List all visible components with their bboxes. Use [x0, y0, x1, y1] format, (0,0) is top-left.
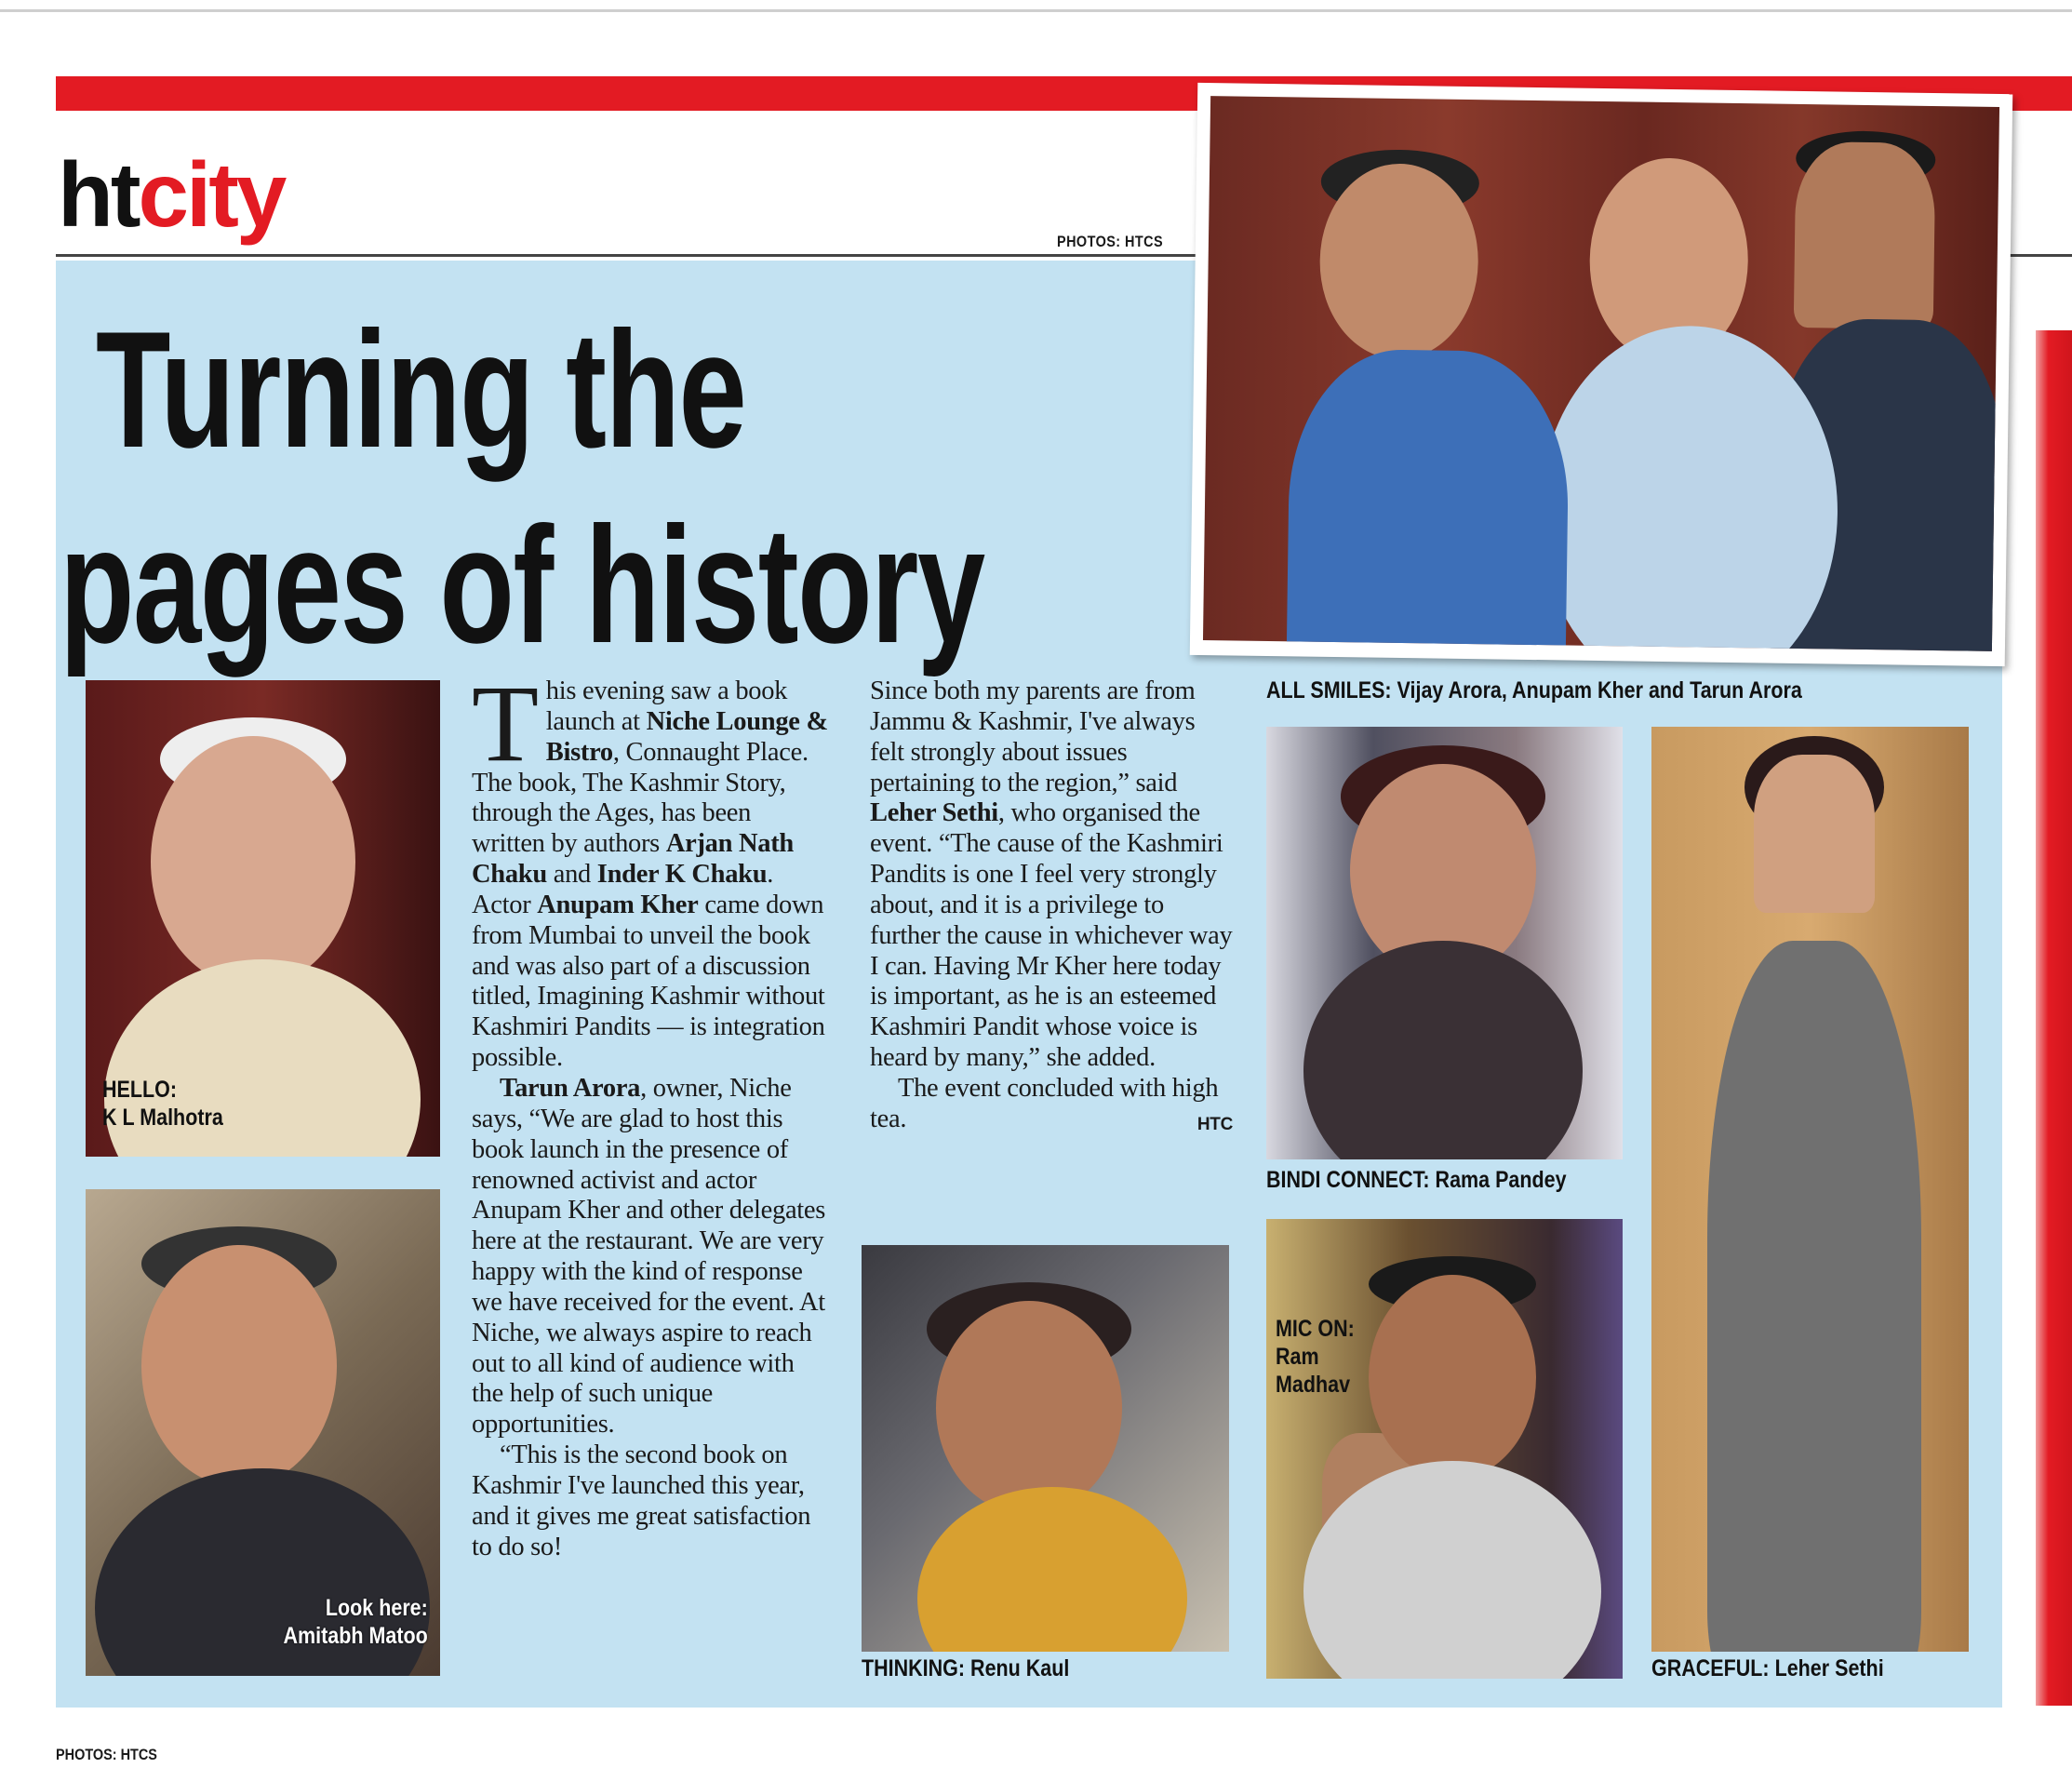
- person-figure: [1369, 1275, 1536, 1480]
- person-body: [1303, 941, 1583, 1159]
- article-column-1: [472, 663, 829, 1562]
- article-paragraph: The event concluded with high tea. HTC: [870, 1074, 1233, 1135]
- photo-kl-malhotra: [86, 680, 440, 1157]
- photo-ram-madhav: [1266, 1219, 1623, 1679]
- person-figure: [141, 1245, 337, 1487]
- photo-rama-pandey: [1266, 727, 1623, 1159]
- article-paragraph: Since both my parents are from Jammu & Kashmir, I've always felt strongly about issues pertaining to the region,” said Leher Sethi, who organised the event. “The cause of the Kashmiri Pandits is one I feel very strongly about, and it is a privilege to further the cause in whichever way I can. Having Mr Kher here today is important, as he is an esteemed Kashmiri Pandit whose voice is heard by many,” she added.: [870, 676, 1233, 1073]
- person-body: [1707, 941, 1921, 1652]
- caption-hello: HELLO: K L Malhotra: [102, 1077, 223, 1131]
- article-paragraph: “This is the second book on Kashmir I've launched this year, and it gives me great satisfaction to do so!: [472, 1440, 811, 1561]
- divider: [56, 254, 1202, 257]
- red-edge-strip: [2036, 330, 2072, 1706]
- person-figure: [1754, 755, 1875, 913]
- person-body: [917, 1487, 1187, 1652]
- caption-graceful: GRACEFUL: Leher Sethi: [1651, 1655, 1884, 1681]
- photo-credit: PHOTOS: HTCS: [1057, 233, 1164, 250]
- caption-bindi-connect: BINDI CONNECT: Rama Pandey: [1266, 1167, 1567, 1193]
- person-figure: [936, 1301, 1122, 1515]
- article-paragraph: Tarun Arora, owner, Niche says, “We are glad to host this book launch in the presence of renowned activist and actor Anupam Kher and other delegates here at the restaurant. We are very happy with the kind of response we have received for the event. At Niche, we always aspire to reach out to all kind of audience with the help of such unique opportunities.: [472, 1073, 826, 1440]
- person-body: [1285, 348, 1570, 651]
- top-border: [0, 9, 2072, 12]
- article-paragraph: This evening saw a book launch at Niche Lounge & Bistro, Connaught Place. The book, The Kashmir Story, through the Ages, has been written by authors Arjan Nath Chaku and Inder K Chaku. Actor Anupam Kher came down from Mumbai to unveil the book and was also part of a discussion titled, Imagining Kashmir without Kashmiri Pandits — is integration possible.: [472, 663, 828, 1073]
- drop-cap: T: [472, 663, 539, 784]
- divider: [2010, 254, 2072, 257]
- byline: HTC: [1196, 1114, 1233, 1134]
- photo-image: [1203, 96, 1999, 651]
- caption-mic-on: MIC ON: Ram Madhav: [1276, 1316, 1355, 1398]
- article-column-2: [870, 676, 1233, 1141]
- caption-look-here: Look here: Amitabh Matoo: [283, 1595, 428, 1649]
- person-figure: [151, 736, 355, 987]
- photo-leher-sethi: [1651, 727, 1969, 1652]
- caption-all-smiles: ALL SMILES: Vijay Arora, Anupam Kher and Tarun Arora: [1266, 677, 1802, 703]
- photo-credit: PHOTOS: HTCS: [56, 1746, 157, 1763]
- photo-renu-kaul: [862, 1245, 1229, 1652]
- headline-line-1: Turning the: [96, 297, 746, 482]
- headline-line-2: pages of history: [60, 492, 984, 677]
- htcity-logo: htcity: [58, 143, 285, 246]
- photo-amitabh-matoo: [86, 1189, 440, 1676]
- photo-all-smiles: [1190, 83, 2013, 666]
- person-figure: [1794, 141, 1936, 329]
- caption-thinking: THINKING: Renu Kaul: [862, 1655, 1070, 1681]
- person-figure: [1537, 324, 1840, 651]
- person-figure: [1318, 163, 1479, 360]
